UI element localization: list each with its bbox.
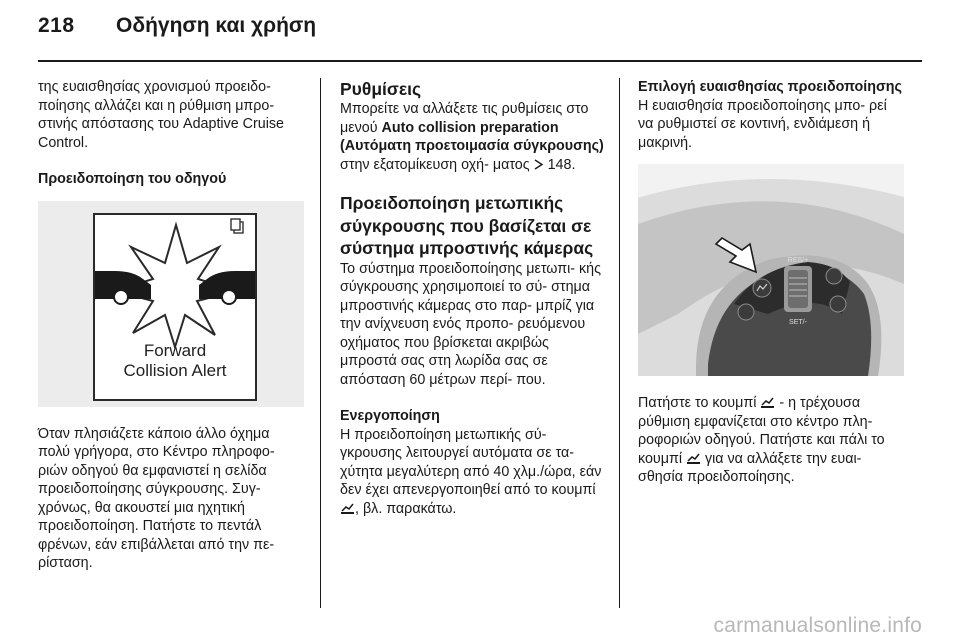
text-run: Μπορείτε να αλλάξετε τις ρυθμίσεις στο μενού — [340, 101, 589, 136]
alert-caption-line2: Collision Alert — [123, 360, 227, 380]
column-divider — [320, 78, 321, 608]
heading-camera-warning: Προειδοποίηση μετωπικής σύγκρουσης που βασίζεται σε σύστημα μπροστινής κάμερας — [340, 193, 594, 258]
header-rule — [38, 60, 922, 62]
subheading-activation: Ενεργοποίηση — [340, 408, 440, 424]
paragraph: Το σύστημα προειδοποίησης μετωπι- κής σύγκρουσης χρησιμοποιεί το σύ- στημα μπροστινής κάμερας στο παρ- μπρίζ για την ανίχνευση ενός προπο- ρευόμενου οχήματος που βρίσκεται ακριβώς μπροστά σας στη λωρίδα σας σε απόσταση 60 μέτρων περί- που. — [340, 260, 601, 388]
column-3 — [638, 78, 904, 487]
paragraph — [340, 426, 606, 519]
steering-wheel-figure — [638, 164, 904, 376]
text-run: Πατήστε το κουμπί — [638, 395, 761, 411]
page-header — [0, 0, 960, 62]
paragraph — [638, 394, 904, 487]
page-reference-icon — [534, 159, 544, 170]
subheading-driver-warning: Προειδοποίηση του οδηγού — [38, 171, 227, 187]
steering-wheel-illustration — [638, 164, 904, 376]
text-run: για να αλλάξετε την ευαι- σθησία προειδοποίησης. — [638, 450, 862, 485]
wheel-label-res: RES/+ — [787, 257, 809, 264]
paragraph: Η ευαισθησία προειδοποίησης μπο- ρεί να ρυθμιστεί σε κοντινή, ενδιάμεση ή μακρινή. — [638, 97, 887, 151]
wheel-label-set: SET/- — [789, 319, 807, 326]
text-run: στην εξατομίκευση οχή- ματος — [340, 156, 534, 173]
text-run: , βλ. παρακάτω. — [355, 500, 457, 517]
page-reference: 148. — [547, 156, 576, 173]
forward-collision-alert-figure — [38, 201, 304, 407]
collision-sensitivity-button-icon — [686, 451, 701, 465]
paragraph — [340, 100, 606, 174]
paragraph: Όταν πλησιάζετε κάποιο άλλο όχημα πολύ γρήγορα, στο Κέντρο πληροφο- ριών οδηγού θα εμφανιστεί η σελίδα προειδοποίησης σύγκρουσης. Συγ- χρόνως, θα ακουστεί μια ηχητική προειδοποίηση. Πατήστε το πεντάλ φρένων, εάν επιβάλλεται από την πε- ρίσταση. — [38, 425, 275, 571]
menu-name: Auto collision preparation (Αυτόματη προετοιμασία σύγκρουσης) — [340, 119, 604, 154]
collision-sensitivity-button-icon — [760, 395, 775, 409]
alert-caption-line1: Forward — [143, 340, 207, 360]
watermark: carmanualsonline.info — [713, 614, 922, 637]
alert-caption — [93, 341, 257, 381]
text-run: Η προειδοποίηση μετωπικής σύ- γκρουσης λειτουργεί αυτόματα σε τα- χύτητα μεγαλύτερη από 40 χλμ./ώρα, εάν δεν έχει απενεργοποιηθεί από το κουμπί — [340, 426, 602, 498]
page-title: Οδήγηση και χρήση — [116, 14, 317, 37]
column-1 — [38, 78, 304, 573]
column-2 — [340, 78, 606, 518]
collision-sensitivity-button-icon — [340, 501, 355, 515]
paragraph: της ευαισθησίας χρονισμού προειδο- ποίησης αλλάζει και η ρύθμιση μπρο- στινής απόστασης του Adaptive Cruise Control. — [38, 79, 284, 151]
subheading-sensitivity: Επιλογή ευαισθησίας προειδοποίησης — [638, 79, 902, 95]
column-divider — [619, 78, 620, 608]
heading-settings: Ρυθμίσεις — [340, 79, 422, 99]
text-run: - η τρέχουσα ρύθμιση εμφανίζεται στο κέντρο πλη- ροφοριών οδηγού. Πατήστε και πάλι το κουμπί — [638, 395, 885, 467]
page-number: 218 — [38, 14, 75, 37]
